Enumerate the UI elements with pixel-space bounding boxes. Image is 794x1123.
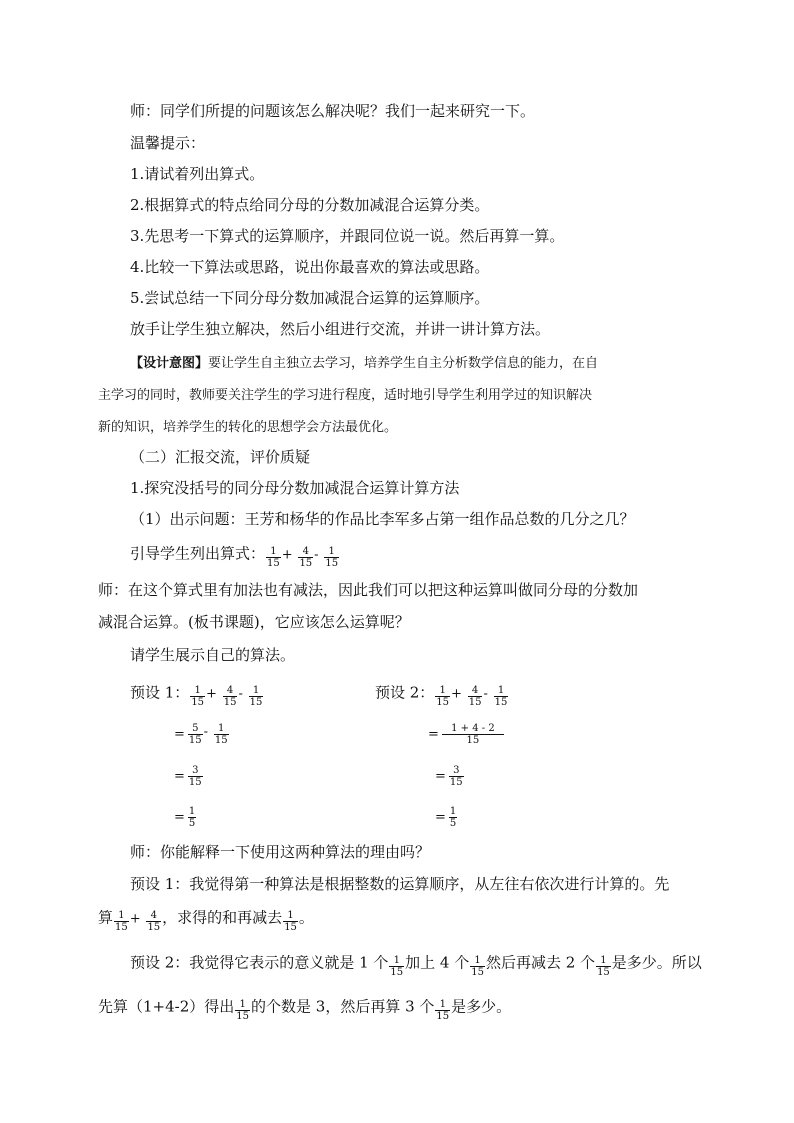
fraction: $\frac{1}{15}$ [597,955,610,978]
fraction: $\frac{4}{15}$ [147,910,161,933]
fraction: $\frac{3}{15}$ [449,765,463,788]
fraction: $\frac{1}{15}$ [390,955,404,978]
teacher-statement-line-2: 减混合运算。(板书课题)，它应该怎么运算呢？ [98,613,410,631]
tip-3: 3.先思考一下算式的运算顺序，并跟同位说一说。然后再算一算。 [130,227,565,245]
fraction: $\frac{1}{15}$ [191,685,205,708]
tip-1: 1.请试着列出算式。 [130,165,265,183]
preset-2-row-1: 预设 2： $\frac{1}{15}$ + $\frac{4}{15}$ - $\frac{1}{15}$ [375,683,508,708]
fraction: $\frac{1}{5}$ [449,806,457,829]
explore-1: 1.探究没括号的同分母分数加减混合运算计算方法 [130,479,460,497]
independent-instruction: 放手让学生独立解决，然后小组进行交流，并讲一讲计算方法。 [130,320,551,338]
question-1: （1）出示问题：王芳和杨华的作品比李军多占第一组作品总数的几分之几？ [130,510,635,528]
fraction: $\frac{1}{5}$ [188,806,196,829]
reason-2-line-1: 预设 2：我觉得它表示的意义就是 1 个 $\frac{1}{15}$ 加上 4 个 $\frac{1}{15}$ 然后再减去 2 个 $\frac{1}{15}$ 是多少。所以 [130,953,702,978]
design-intent-line-1: 【设计意图】要让学生自主独立去学习，培养学生自主分析数学信息的能力，在自 [130,356,599,371]
preset-1-row-2: = $\frac{5}{15}$ - $\frac{1}{15}$ [174,723,228,746]
fraction: $\frac{1}{15}$ [214,723,228,746]
show-method: 请学生展示自己的算法。 [130,646,296,664]
fraction: $\frac{3}{15}$ [188,765,202,788]
reason-2-line-2: 先算（1+4-2）得出 $\frac{1}{15}$ 的个数是 3，然后再算 3 个 $\frac{1}{15}$ 是多少。 [98,997,512,1022]
guide-expression: 引导学生列出算式： $\frac{1}{15}$ + $\frac{4}{15}$ - $\frac{1}{15}$ [130,544,339,569]
fraction: $\frac{1}{15}$ [236,999,250,1022]
preset-1-row-1: 预设 1： $\frac{1}{15}$ + $\frac{4}{15}$ - $\frac{1}{15}$ [130,683,263,708]
design-intent-label: 【设计意图】 [130,356,209,371]
preset-2-row-2: = $\frac{1 + 4 - 2}{15}$ [428,720,505,743]
reason-1-line-1: 预设 1：我觉得第一种算法是根据整数的运算顺序，从左往右依次进行计算的。先 [130,875,670,893]
fraction: $\frac{1}{15}$ [494,685,508,708]
reason-1-line-2: 算 $\frac{1}{15}$ + $\frac{4}{15}$ ，求得的和再减去 $\frac{1}{15}$ 。 [98,908,314,933]
tips-title: 温馨提示： [130,134,206,152]
fraction: $\frac{1}{15}$ [325,546,339,569]
design-intent-line-2: 主学习的同时，教师要关注学生的学习进行程度，适时地引导学生利用学过的知识解决 [98,388,593,403]
fraction: $\frac{1}{15}$ [436,685,450,708]
section-2-heading: （二）汇报交流，评价质疑 [130,448,311,466]
fraction: $\frac{5}{15}$ [188,723,202,746]
preset-1-row-3: = $\frac{3}{15}$ [174,765,202,788]
preset-2-row-4: = $\frac{1}{5}$ [435,806,457,829]
fraction: $\frac{1}{15}$ [115,910,128,933]
tip-5: 5.尝试总结一下同分母分数加减混合运算的运算顺序。 [130,289,490,307]
fraction: $\frac{1 + 4 - 2}{15}$ [442,723,504,746]
design-intent-line-3: 新的知识，培养学生的转化的思想学会方法最优化。 [98,420,398,435]
fraction: $\frac{4}{15}$ [223,685,237,708]
fraction: $\frac{1}{15}$ [284,910,297,933]
fraction: $\frac{1}{15}$ [436,999,450,1022]
teacher-statement-line-1: 师：在这个算式里有加法也有减法，因此我们可以把这种运算叫做同分母的分数加 [98,581,639,599]
teacher-question-2: 师：你能解释一下使用这两种算法的理由吗？ [130,843,431,861]
preset-2-row-3: = $\frac{3}{15}$ [435,765,463,788]
fraction: $\frac{1}{15}$ [267,546,280,569]
tip-4: 4.比较一下算法或思路，说出你最喜欢的算法或思路。 [130,258,490,276]
fraction: $\frac{1}{15}$ [249,685,263,708]
fraction: $\frac{1}{15}$ [471,955,484,978]
fraction: $\frac{4}{15}$ [468,685,482,708]
tip-2: 2.根据算式的特点给同分母的分数加减混合运算分类。 [130,196,490,214]
fraction: $\frac{4}{15}$ [299,546,313,569]
teacher-question: 师：同学们所提的问题该怎么解决呢？我们一起来研究一下。 [130,102,536,120]
preset-1-row-4: = $\frac{1}{5}$ [174,806,196,829]
